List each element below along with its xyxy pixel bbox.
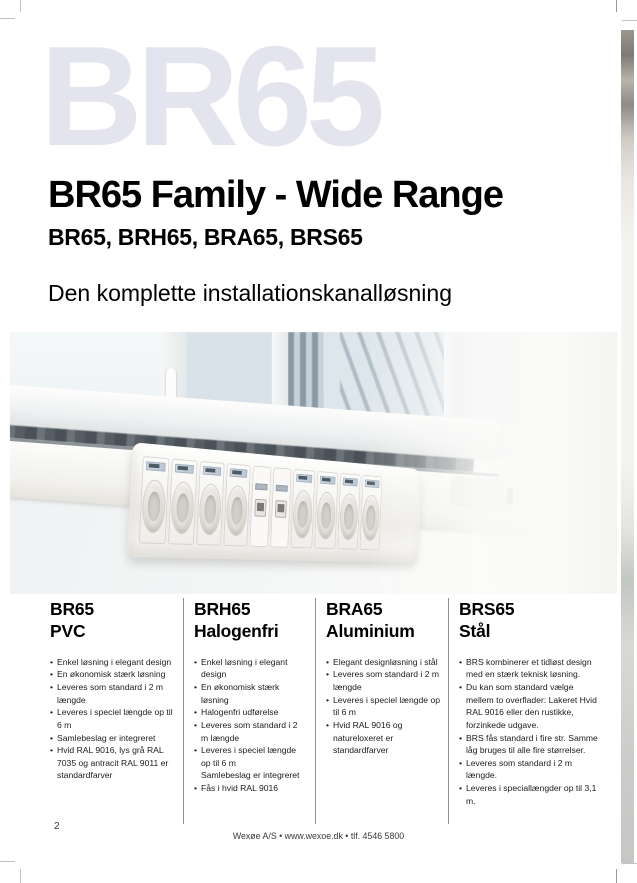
bullet-item: • En økonomisk stærk løsning	[194, 682, 280, 705]
data-socket	[270, 467, 291, 547]
bullet-item: • Leveres i speciel længde op til 6 m	[194, 745, 297, 768]
product-material: Aluminium	[326, 621, 415, 642]
bullet-item: • Halogenfri udførelse	[194, 707, 279, 718]
bullet-item: • Leveres som standard i 2 m længde	[194, 719, 298, 743]
bullet-item: • BRS kombinerer et tidløst design med en stærk teknisk løsning.	[459, 656, 592, 680]
power-socket	[168, 459, 197, 545]
photo-highlight	[362, 332, 617, 594]
socket-label	[146, 461, 166, 471]
data-port	[275, 500, 287, 518]
column-heading	[194, 598, 307, 643]
bullet-item: • Samlebeslag er integreret	[50, 732, 156, 743]
crop-mark-top-right	[622, 20, 637, 21]
product-material: Stål	[459, 621, 491, 642]
bullet-item: • Enkel løsning i elegant design	[194, 656, 288, 680]
crop-mark-top-left	[0, 18, 15, 19]
socket-label	[175, 464, 194, 474]
crop-mark-bottom-right	[616, 869, 617, 883]
product-material: PVC	[50, 621, 86, 642]
bullet-item: • Fås i hvid RAL 9016	[194, 783, 279, 794]
socket-ring	[293, 491, 312, 538]
product-material: Halogenfri	[194, 621, 279, 642]
product-column-bra65	[315, 598, 448, 824]
product-columns	[50, 598, 610, 824]
bullet-list	[194, 656, 307, 795]
page-subtitle: BR65, BRH65, BRA65, BRS65	[48, 224, 363, 250]
bullet-item: • En økonomisk stærk løsning	[50, 669, 166, 680]
page-title: BR65 Family - Wide Range	[48, 174, 503, 216]
power-socket	[314, 471, 338, 549]
socket-ring	[226, 486, 247, 535]
watermark-text: BR65	[40, 17, 380, 176]
crop-mark-top-left	[20, 0, 21, 12]
bullet-item: • Leveres i speciallængder op til 3,1 m.	[459, 783, 597, 806]
bullet-item: • Enkel løsning i elegant design	[50, 656, 172, 667]
column-heading	[459, 598, 602, 643]
crop-mark-bottom-left	[0, 861, 15, 862]
bullet-item: • Leveres i speciel længde op til 6 m	[326, 694, 441, 718]
column-heading	[50, 598, 175, 643]
socket-ring	[317, 492, 336, 538]
power-socket	[290, 469, 315, 548]
tagline: Den komplette installationskanalløsning	[48, 280, 452, 306]
socket-label	[203, 466, 221, 476]
column-heading	[326, 598, 440, 643]
product-model: BRA65	[326, 599, 383, 619]
crop-mark-bottom-right	[622, 863, 637, 864]
power-socket	[223, 463, 250, 546]
data-port	[254, 499, 266, 517]
bullet-item: • Du kan som standard vælge mellem to overflader: Lakeret Hvid RAL 9016 eller den rustikke, forzinkede udgave.	[459, 682, 597, 730]
bullet-item: Samlebeslag er integreret	[201, 770, 300, 781]
bullet-item: • BRS fås standard i fire str. Samme låg bruges til alle fire størrelser.	[459, 732, 598, 756]
socket-label	[255, 483, 268, 490]
socket-label	[320, 476, 336, 485]
bullet-list	[326, 656, 440, 757]
socket-ring	[199, 484, 221, 534]
bullet-item: • Leveres som standard i 2 m længde	[50, 682, 164, 705]
page-bleed-strip	[621, 30, 634, 863]
crop-mark-top-right	[616, 0, 617, 12]
product-column-brs65	[448, 598, 610, 824]
socket-label	[276, 485, 288, 492]
data-socket	[249, 465, 271, 547]
bullet-item: • Leveres i speciel længde op til 6 m	[50, 707, 173, 730]
product-column-br65	[50, 598, 183, 824]
socket-ring	[142, 480, 166, 532]
power-socket	[337, 473, 360, 550]
bullet-item: • Leveres som standard i 2 m længde	[326, 669, 440, 693]
hero-photo	[10, 332, 617, 594]
socket-ring	[171, 482, 194, 533]
socket-label	[230, 468, 248, 478]
trunking-outlet-row	[139, 456, 382, 550]
crop-mark-bottom-left	[20, 869, 21, 883]
page-number: 2	[54, 821, 60, 832]
socket-label	[343, 478, 358, 487]
footer-text: Wexøe A/S • www.wexoe.dk • tlf. 4546 5800	[232, 831, 405, 841]
socket-label	[296, 474, 312, 483]
product-model: BRH65	[194, 599, 251, 619]
product-model: BR65	[50, 599, 94, 619]
power-socket	[139, 456, 170, 544]
bullet-item: • Leveres som standard i 2 m længde.	[459, 757, 573, 781]
bullet-item: • Hvid RAL 9016 og natureloxeret er standardfarver	[326, 719, 403, 756]
bullet-item: • Elegant designløsning i stål	[326, 656, 438, 667]
bullet-list	[459, 656, 602, 808]
product-model: BRS65	[459, 599, 515, 619]
socket-ring	[340, 494, 358, 540]
bullet-item: • Hvid RAL 9016, lys grå RAL 7035 og antracit RAL 9011 er standardfarver	[50, 745, 169, 781]
bullet-list	[50, 656, 175, 782]
product-column-brh65	[183, 598, 315, 824]
power-socket	[196, 461, 224, 546]
